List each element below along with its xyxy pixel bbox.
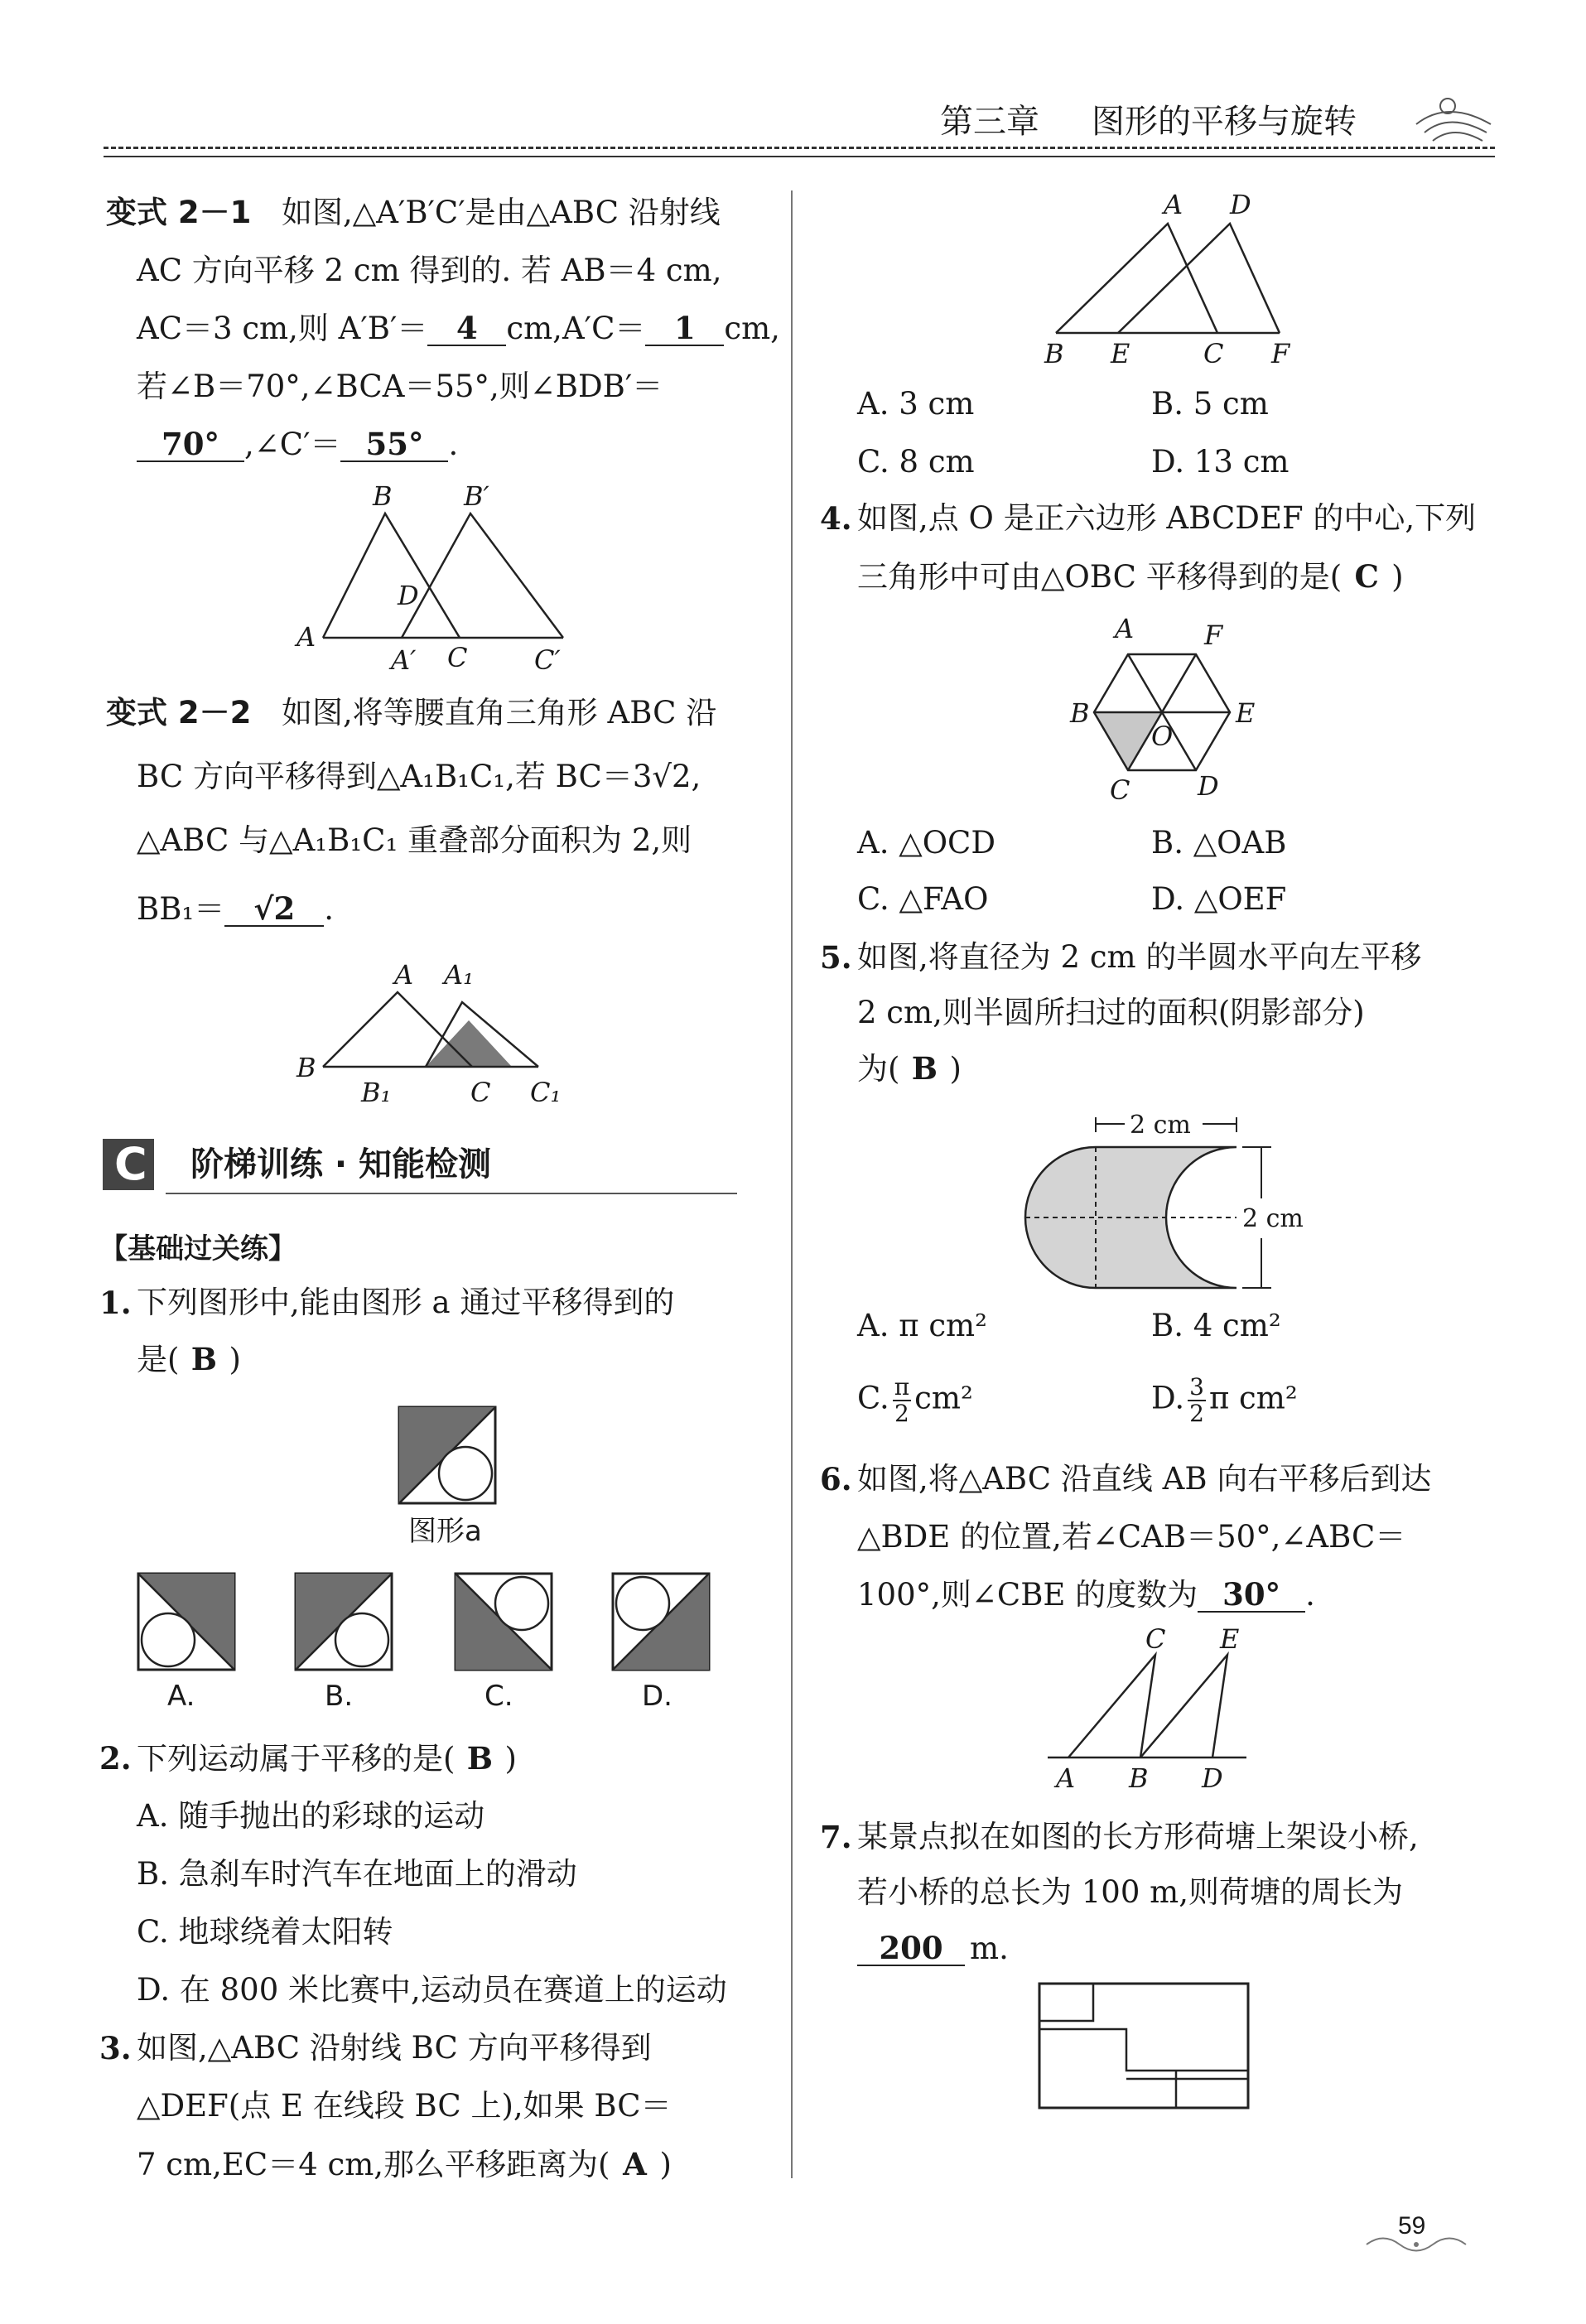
q5-option-c <box>857 1375 973 1426</box>
fig-label-C: C <box>447 642 468 673</box>
variant-2-1-answer-ac: 1 <box>645 311 724 346</box>
q3-answer: A <box>623 2146 647 2182</box>
variant-2-2-line4 <box>137 890 334 928</box>
q5-line3 <box>857 1049 962 1088</box>
chapter-title: 图形的平移与旋转 <box>1092 103 1357 141</box>
q2-option-b: B. 急刹车时汽车在地面上的滑动 <box>137 1856 577 1892</box>
fig-label-C-prime: C′ <box>534 644 561 676</box>
fig-label-C: C <box>470 1077 491 1108</box>
q6-figure <box>1039 1623 1255 1806</box>
variant-2-1-answer-c: 55° <box>340 427 448 462</box>
variant-2-2-answer: √2 <box>224 892 324 927</box>
q3-line3-text: 7 cm,EC＝4 cm,那么平移距离为( <box>137 2147 610 2182</box>
fig-label-B: B <box>296 1052 316 1083</box>
q4-line2-end: ) <box>1391 559 1404 595</box>
q7-answer: 200 <box>857 1931 965 1966</box>
variant-2-1-line1: 如图,△A′B′C′是由△ABC 沿射线 <box>282 195 721 230</box>
q2-number: 2. <box>99 1740 132 1777</box>
q6-line2: △BDE 的位置,若∠CAB＝50°,∠ABC＝ <box>857 1519 1406 1555</box>
variant-2-1-line5-text: ,∠C′＝ <box>244 427 341 462</box>
fig-label-C: C <box>1203 338 1224 369</box>
q6-line3 <box>857 1576 1315 1614</box>
fig-label-F: F <box>1271 338 1290 369</box>
section-title: 阶梯训练 · 知能检测 <box>190 1145 492 1184</box>
fig-label-O: O <box>1151 721 1174 752</box>
q4-line1: 如图,点 O 是正六边形 ABCDEF 的中心,下列 <box>857 500 1477 536</box>
footer-ornament-icon <box>1362 2232 1470 2257</box>
q1-answer: B <box>190 1341 218 1377</box>
section-subtitle: 【基础过关练】 <box>99 1232 296 1266</box>
q5-option-c-numerator: π <box>894 1373 910 1401</box>
q4-line2-text: 三角形中可由△OBC 平移得到的是( <box>857 559 1343 595</box>
q5-line2: 2 cm,则半圆所扫过的面积(阴影部分) <box>857 995 1365 1030</box>
variant-2-1-answer-ab: 4 <box>427 311 506 346</box>
chapter-label: 第三章 <box>940 103 1039 141</box>
q4-line2 <box>857 557 1404 596</box>
q5-line3-end: ) <box>949 1051 962 1087</box>
q3-line2: △DEF(点 E 在线段 BC 上),如果 BC＝ <box>137 2088 672 2124</box>
variant-2-2-line4-text: BB₁＝ <box>137 891 225 927</box>
fig-label-C: C <box>1110 774 1130 806</box>
page-number: 59 <box>1398 2212 1426 2240</box>
q7-line1: 某景点拟在如图的长方形荷塘上架设小桥, <box>857 1819 1419 1854</box>
variant-2-1-line3 <box>137 310 780 348</box>
q5-answer: B <box>911 1050 938 1087</box>
q4-answer: C <box>1354 558 1379 595</box>
variant-2-2-label: 变式 2－2 <box>106 695 252 730</box>
variant-2-1-line4: 若∠B＝70°,∠BCA＝55°,则∠BDB′＝ <box>137 369 663 404</box>
variant-2-2-line1: 如图,将等腰直角三角形 ABC 沿 <box>282 695 717 730</box>
fig-label-B: B <box>1044 338 1064 369</box>
fig-label-A-prime: A′ <box>391 644 417 676</box>
q5-option-a: A. π cm² <box>857 1308 987 1343</box>
q1-figure-label: 图形a <box>408 1515 482 1548</box>
q5-option-b: B. 4 cm² <box>1151 1308 1281 1343</box>
fig-label-B: B <box>1070 697 1090 729</box>
q7-line3 <box>857 1930 1009 1968</box>
q3-figure <box>1031 190 1313 381</box>
q5-semicircle-figure <box>1019 1106 1317 1300</box>
q5-option-d-suffix: π cm² <box>1208 1380 1298 1416</box>
variant-2-2-line2: BC 方向平移得到△A₁B₁C₁,若 BC＝3√2, <box>137 759 701 794</box>
header-rule-thin <box>104 156 1495 157</box>
q7-pond-figure <box>1035 1979 1255 2116</box>
q5-option-d-denominator: 2 <box>1189 1400 1204 1427</box>
q1-option-c-label: C. <box>484 1680 513 1713</box>
column-divider <box>791 190 793 2178</box>
q3-line3 <box>137 2145 672 2184</box>
header-ornament-icon <box>1408 91 1499 149</box>
q4-option-a: A. △OCD <box>857 825 996 861</box>
q1-option-a-label: A. <box>167 1680 195 1713</box>
q5-option-c-suffix: cm² <box>914 1380 973 1416</box>
variant-2-1-line5 <box>137 426 458 464</box>
fig-label-B1: B₁ <box>361 1077 392 1108</box>
fig-label-E: E <box>1236 697 1256 729</box>
q3-option-b: B. 5 cm <box>1151 386 1269 422</box>
fig-label-B: B <box>373 480 393 512</box>
variant-2-1-answer-bdb: 70° <box>137 427 244 462</box>
q5-option-c-prefix: C. <box>857 1380 889 1416</box>
q3-option-a: A. 3 cm <box>857 386 975 422</box>
q1-line2 <box>137 1340 241 1379</box>
fig-label-E: E <box>1111 338 1130 369</box>
q6-line3-end: . <box>1305 1577 1315 1613</box>
q5-figure-top-label: 2 cm <box>1130 1111 1191 1140</box>
q1-line1: 下列图形中,能由图形 a 通过平移得到的 <box>137 1285 675 1320</box>
q1-option-d-label: D. <box>642 1680 672 1713</box>
q4-hexagon-figure <box>1052 605 1284 812</box>
q5-line1: 如图,将直径为 2 cm 的半圆水平向左平移 <box>857 939 1422 975</box>
q3-line3-end: ) <box>659 2147 672 2182</box>
q5-option-d <box>1151 1375 1298 1426</box>
variant-2-2-line3: △ABC 与△A₁B₁C₁ 重叠部分面积为 2,则 <box>137 822 692 858</box>
q4-number: 4. <box>820 500 852 537</box>
fig-label-F: F <box>1204 620 1223 651</box>
q1-number: 1. <box>99 1285 132 1321</box>
q3-option-d: D. 13 cm <box>1151 444 1290 480</box>
section-rule <box>166 1193 737 1194</box>
q2-line1 <box>137 1739 517 1778</box>
q6-line3-text: 100°,则∠CBE 的度数为 <box>857 1577 1198 1613</box>
fig-label-B: B <box>1129 1762 1149 1794</box>
q3-line1: 如图,△ABC 沿射线 BC 方向平移得到 <box>137 2030 652 2066</box>
q6-number: 6. <box>820 1461 852 1497</box>
q5-option-c-fraction <box>893 1375 911 1426</box>
fig-label-B-prime: B′ <box>464 480 489 512</box>
q3-number: 3. <box>99 2030 132 2066</box>
variant-2-1-line3-text: AC＝3 cm,则 A′B′＝ <box>137 311 428 346</box>
section-letter: C <box>114 1138 147 1190</box>
q1-line2-end: ) <box>229 1342 241 1377</box>
q5-option-d-fraction <box>1188 1375 1206 1426</box>
q6-answer: 30° <box>1198 1578 1305 1613</box>
q2-option-d: D. 在 800 米比赛中,运动员在赛道上的运动 <box>137 1972 727 2008</box>
fig-label-A: A <box>1164 190 1183 220</box>
q5-option-d-prefix: D. <box>1151 1380 1185 1416</box>
fig-label-A: A <box>1056 1762 1076 1794</box>
header-rule <box>104 147 1495 149</box>
q2-line1-end: ) <box>504 1741 517 1777</box>
fig-label-D: D <box>1202 1762 1223 1794</box>
q7-number: 7. <box>820 1819 852 1855</box>
q6-line1: 如图,将△ABC 沿直线 AB 向右平移后到达 <box>857 1461 1432 1497</box>
fig-label-A: A <box>296 621 316 653</box>
fig-label-A: A <box>394 959 414 991</box>
q5-option-d-numerator: 3 <box>1189 1373 1204 1401</box>
q1-line2-text: 是( <box>137 1342 180 1377</box>
q1-option-b-figure <box>294 1572 393 1671</box>
q5-option-c-denominator: 2 <box>894 1400 909 1427</box>
fig-label-C: C <box>1145 1623 1166 1655</box>
q1-figure-a <box>398 1405 497 1505</box>
variant-2-2-line4-end: . <box>324 891 334 927</box>
variant-2-1-line5-end: . <box>448 427 459 462</box>
q3-option-c: C. 8 cm <box>857 444 975 480</box>
fig-label-A: A <box>1115 613 1135 644</box>
variant-2-1-line3-mid: cm,A′C＝ <box>506 311 646 346</box>
fig-label-D: D <box>398 580 419 611</box>
variant-2-1-label: 变式 2－1 <box>106 195 252 230</box>
q7-line3-end: m. <box>970 1931 1009 1966</box>
fig-label-D: D <box>1230 190 1251 220</box>
q1-option-d-figure <box>611 1572 711 1671</box>
section-letter-badge <box>103 1139 154 1190</box>
variant-2-1-line3-end: cm, <box>724 311 780 346</box>
q4-option-d: D. △OEF <box>1151 881 1287 917</box>
q1-option-b-label: B. <box>325 1680 354 1713</box>
q4-option-b: B. △OAB <box>1151 825 1287 861</box>
q1-option-c-figure <box>454 1572 553 1671</box>
fig-label-A1: A₁ <box>444 959 474 991</box>
q4-option-c: C. △FAO <box>857 881 989 917</box>
q2-answer: B <box>466 1740 494 1777</box>
q1-option-a-figure <box>137 1572 236 1671</box>
q2-option-a: A. 随手抛出的彩球的运动 <box>137 1798 485 1834</box>
variant-2-2-figure <box>290 952 580 1110</box>
page-header <box>0 0 1586 166</box>
q5-number: 5. <box>820 939 852 976</box>
variant-2-1-figure <box>290 480 580 679</box>
fig-label-E: E <box>1220 1623 1240 1655</box>
q5-line3-text: 为( <box>857 1051 900 1087</box>
fig-label-D: D <box>1198 770 1219 802</box>
q2-option-c: C. 地球绕着太阳转 <box>137 1914 393 1950</box>
q7-line2: 若小桥的总长为 100 m,则荷塘的周长为 <box>857 1874 1403 1910</box>
q5-figure-right-label: 2 cm <box>1242 1204 1304 1233</box>
variant-2-1-line2: AC 方向平移 2 cm 得到的. 若 AB＝4 cm, <box>137 253 722 288</box>
q2-line1-text: 下列运动属于平移的是( <box>137 1741 456 1777</box>
fig-label-C1: C₁ <box>530 1077 562 1108</box>
